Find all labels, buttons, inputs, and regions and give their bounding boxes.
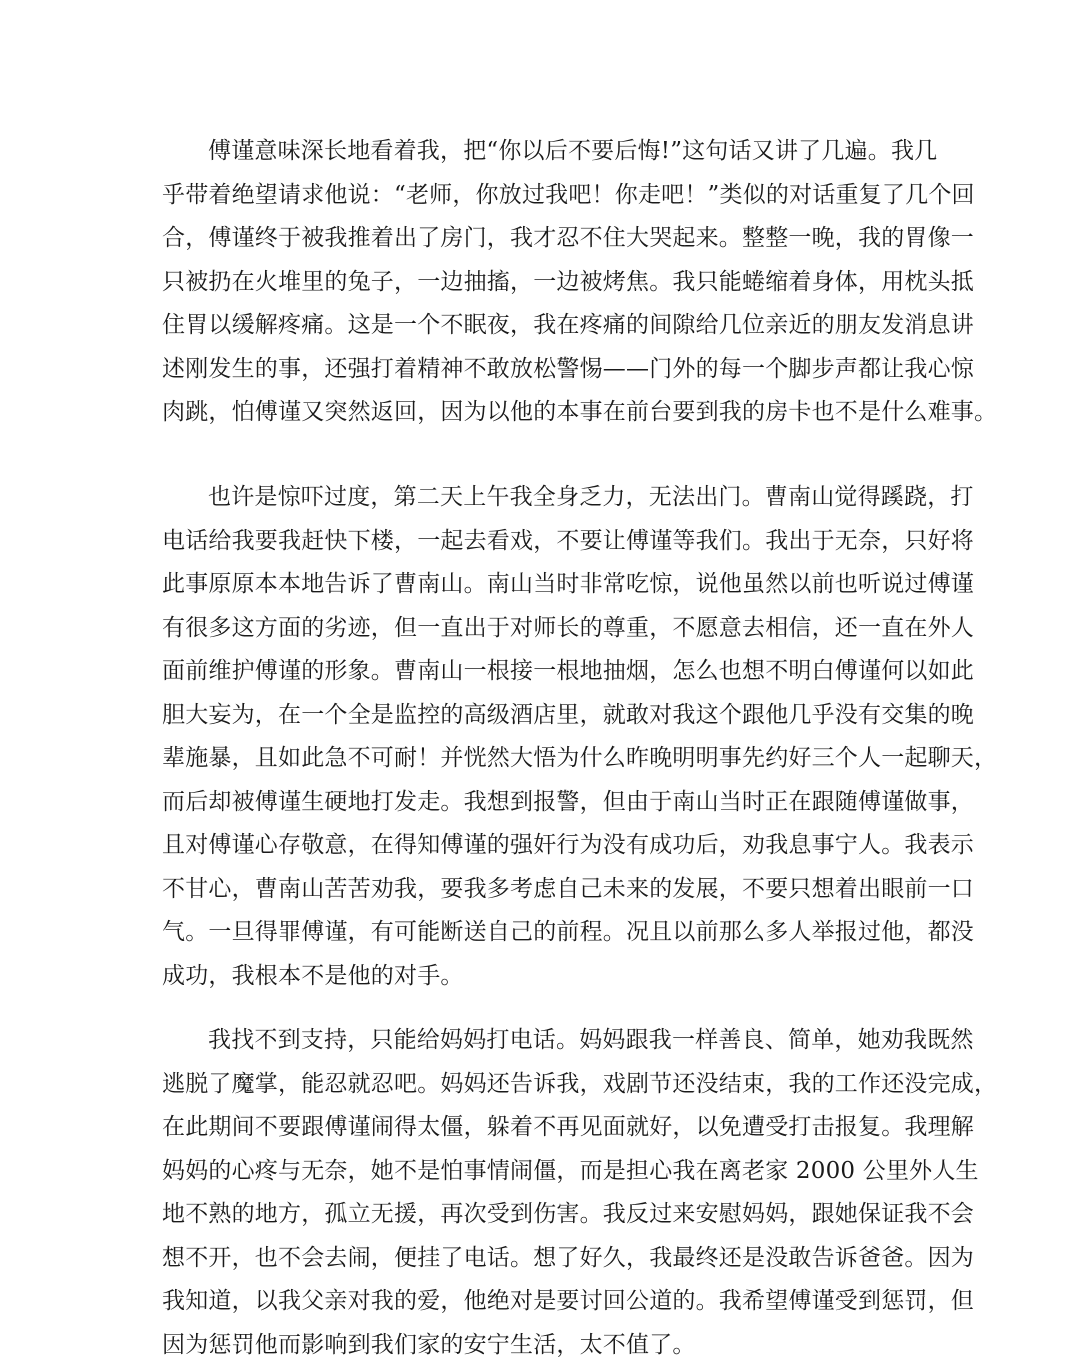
paragraph-line: 胆大妄为，在一个全是监控的高级酒店里，就敢对我这个跟他几乎没有交集的晚 xyxy=(162,694,922,738)
paragraph-line: 因为惩罚他而影响到我们家的安宁生活，太不值了。 xyxy=(162,1324,922,1367)
paragraph-line: 想不开，也不会去闹，便挂了电话。想了好久，我最终还是没敢告诉爸爸。因为 xyxy=(162,1237,922,1281)
paragraph-line: 电话给我要我赶快下楼，一起去看戏，不要让傅谨等我们。我出于无奈，只好将 xyxy=(162,520,922,564)
paragraph-line: 此事原原本本地告诉了曹南山。南山当时非常吃惊，说他虽然以前也听说过傅谨 xyxy=(162,563,922,607)
paragraph-2 xyxy=(162,476,922,998)
paragraph-line: 不甘心，曹南山苦苦劝我，要我多考虑自己未来的发展，不要只想着出眼前一口 xyxy=(162,868,922,912)
paragraph-line: 逃脱了魔掌，能忍就忍吧。妈妈还告诉我，戏剧节还没结束，我的工作还没完成， xyxy=(162,1063,922,1107)
paragraph-line: 有很多这方面的劣迹，但一直出于对师长的尊重，不愿意去相信，还一直在外人 xyxy=(162,607,922,651)
paragraph-line: 地不熟的地方，孤立无援，再次受到伤害。我反过来安慰妈妈，跟她保证我不会 xyxy=(162,1193,922,1237)
paragraph-line: 住胃以缓解疼痛。这是一个不眠夜，我在疼痛的间隙给几位亲近的朋友发消息讲 xyxy=(162,304,922,348)
paragraph-line: 傅谨意味深长地看着我，把“你以后不要后悔!”这句话又讲了几遍。我几 xyxy=(162,130,922,174)
paragraph-line: 成功，我根本不是他的对手。 xyxy=(162,955,922,999)
paragraph-line: 面前维护傅谨的形象。曹南山一根接一根地抽烟，怎么也想不明白傅谨何以如此 xyxy=(162,650,922,694)
paragraph-line: 只被扔在火堆里的兔子，一边抽搐，一边被烤焦。我只能蜷缩着身体，用枕头抵 xyxy=(162,261,922,305)
paragraph-line: 气。一旦得罪傅谨，有可能断送自己的前程。况且以前那么多人举报过他，都没 xyxy=(162,911,922,955)
paragraph-line: 在此期间不要跟傅谨闹得太僵，躲着不再见面就好，以免遭受打击报复。我理解 xyxy=(162,1106,922,1150)
paragraph-line: 肉跳，怕傅谨又突然返回，因为以他的本事在前台要到我的房卡也不是什么难事。 xyxy=(162,391,922,435)
paragraph-line: 辈施暴，且如此急不可耐！并恍然大悟为什么昨晚明明事先约好三个人一起聊天， xyxy=(162,737,922,781)
paragraph-line: 我知道，以我父亲对我的爱，他绝对是要讨回公道的。我希望傅谨受到惩罚，但 xyxy=(162,1280,922,1324)
paragraph-line: 述刚发生的事，还强打着精神不敢放松警惕——门外的每一个脚步声都让我心惊 xyxy=(162,348,922,392)
paragraph-line: 而后却被傅谨生硬地打发走。我想到报警，但由于南山当时正在跟随傅谨做事， xyxy=(162,781,922,825)
paragraph-line: 合，傅谨终于被我推着出了房门，我才忍不住大哭起来。整整一晚，我的胃像一 xyxy=(162,217,922,261)
paragraph-line: 妈妈的心疼与无奈，她不是怕事情闹僵，而是担心我在离老家 2000 公里外人生 xyxy=(162,1150,922,1194)
paragraph-line: 且对傅谨心存敬意，在得知傅谨的强奸行为没有成功后，劝我息事宁人。我表示 xyxy=(162,824,922,868)
paragraph-line: 我找不到支持，只能给妈妈打电话。妈妈跟我一样善良、简单，她劝我既然 xyxy=(162,1019,922,1063)
paragraph-line: 乎带着绝望请求他说：“老师，你放过我吧！你走吧！”类似的对话重复了几个回 xyxy=(162,174,922,218)
paragraph-3 xyxy=(162,1019,922,1367)
paragraph-1 xyxy=(162,130,922,435)
paragraph-line: 也许是惊吓过度，第二天上午我全身乏力，无法出门。曹南山觉得蹊跷，打 xyxy=(162,476,922,520)
